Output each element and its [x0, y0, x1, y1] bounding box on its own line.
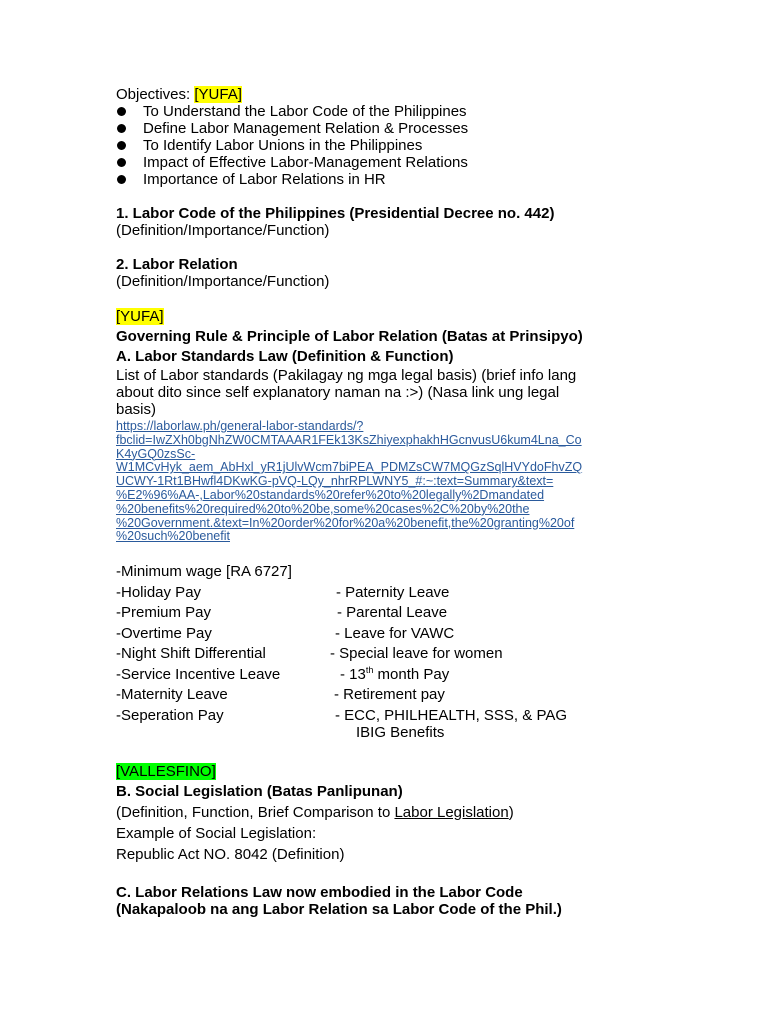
bullet-icon	[117, 141, 126, 150]
labor-standards-desc-2: about dito since self explanatory naman na :>) (Nasa link ung legal	[116, 384, 560, 401]
labor-legislation-link[interactable]: Labor Legislation	[394, 803, 509, 821]
list-item: Importance of Labor Relations in HR	[116, 171, 716, 188]
list-item: -Premium Pay - Parental Leave	[116, 604, 448, 622]
section-2-subtitle: (Definition/Importance/Function)	[116, 273, 330, 290]
list-item: -Holiday Pay - Paternity Leave	[116, 583, 450, 601]
benefits-list	[116, 562, 716, 741]
bullet-icon	[117, 107, 126, 116]
section-c-subheading: (Nakapaloob na ang Labor Relation sa Labor Code of the Phil.)	[116, 900, 562, 918]
social-legislation-desc: (Definition, Function, Brief Comparison to Labor Legislation)	[116, 803, 514, 821]
list-item: To Identify Labor Unions in the Philippines	[116, 137, 716, 154]
list-item-continuation: IBIG Benefits	[356, 723, 445, 741]
social-legislation-example: Republic Act NO. 8042 (Definition)	[116, 845, 345, 863]
social-legislation-heading: B. Social Legislation (Batas Panlipunan)	[116, 782, 403, 800]
section-1-subtitle: (Definition/Importance/Function)	[116, 222, 330, 239]
list-item: Define Labor Management Relation & Processes	[116, 120, 716, 137]
list-item: -Service Incentive Leave - 13th month Pay	[116, 664, 450, 683]
author-tag-yufa: [YUFA]	[116, 308, 164, 325]
bullet-icon	[117, 175, 126, 184]
list-item: -Overtime Pay - Leave for VAWC	[116, 624, 455, 642]
list-item: -Night Shift Differential - Special leave for women	[116, 645, 503, 663]
objectives-title: Objectives: [YUFA]	[116, 86, 242, 103]
list-item: -Maternity Leave - Retirement pay	[116, 686, 445, 704]
objectives-list	[116, 103, 716, 188]
document-page	[116, 86, 716, 918]
labor-standards-desc-1: List of Labor standards (Pakilagay ng mga legal basis) (brief info lang	[116, 367, 577, 384]
section-2-heading: 2. Labor Relation	[116, 256, 238, 273]
list-item: -Minimum wage [RA 6727]	[116, 563, 292, 581]
bullet-icon	[117, 124, 126, 133]
section-c-heading: C. Labor Relations Law now embodied in the Labor Code	[116, 883, 523, 901]
list-item: To Understand the Labor Code of the Philippines	[116, 103, 716, 120]
labor-standards-desc-3: basis)	[116, 401, 157, 418]
governing-rule-heading: Governing Rule & Principle of Labor Relation (Batas at Prinsipyo)	[116, 328, 583, 345]
labor-standards-heading: A. Labor Standards Law (Definition & Function)	[116, 348, 454, 365]
list-item: -Seperation Pay - ECC, PHILHEALTH, SSS, & PAG	[116, 706, 568, 724]
social-legislation-example-label: Example of Social Legislation:	[116, 824, 317, 842]
author-tag-yufa: [YUFA]	[194, 86, 242, 103]
author-tag-vallesfino: [VALLESFINO]	[116, 762, 216, 780]
section-1-heading: 1. Labor Code of the Philippines (Presidential Decree no. 442)	[116, 205, 555, 222]
labor-standards-link[interactable]: https://laborlaw.ph/general-labor-standards/? fbclid=IwZXh0bgNhZW0CMTAAAR1FEk13KsZhiyexphakhHGcnvusU6kum4Lna_Co K4yGQ0zsSc- W1MCvHyk_aem_AbHxl_yR1jUlvWcm7biPEA_PDMZsCW7MQGzSqlHVYdoFhvZQ UCWY-1Rt1BHwfl4DKwKG-pVQ-LQy_nhrRPLWNY5_#:~:text=Summary&text= %E2%96%AA-,Labor%20standards%20refer%20to%20legally%2Dmandated %20benefits%20required%20to%20be,some%20cases%2C%20by%20the %20Government.&text=In%20order%20for%20a%20benefit,the%20granting%20of %20such%20benefit	[116, 419, 583, 544]
bullet-icon	[117, 158, 126, 167]
list-item: Impact of Effective Labor-Management Relations	[116, 154, 716, 171]
